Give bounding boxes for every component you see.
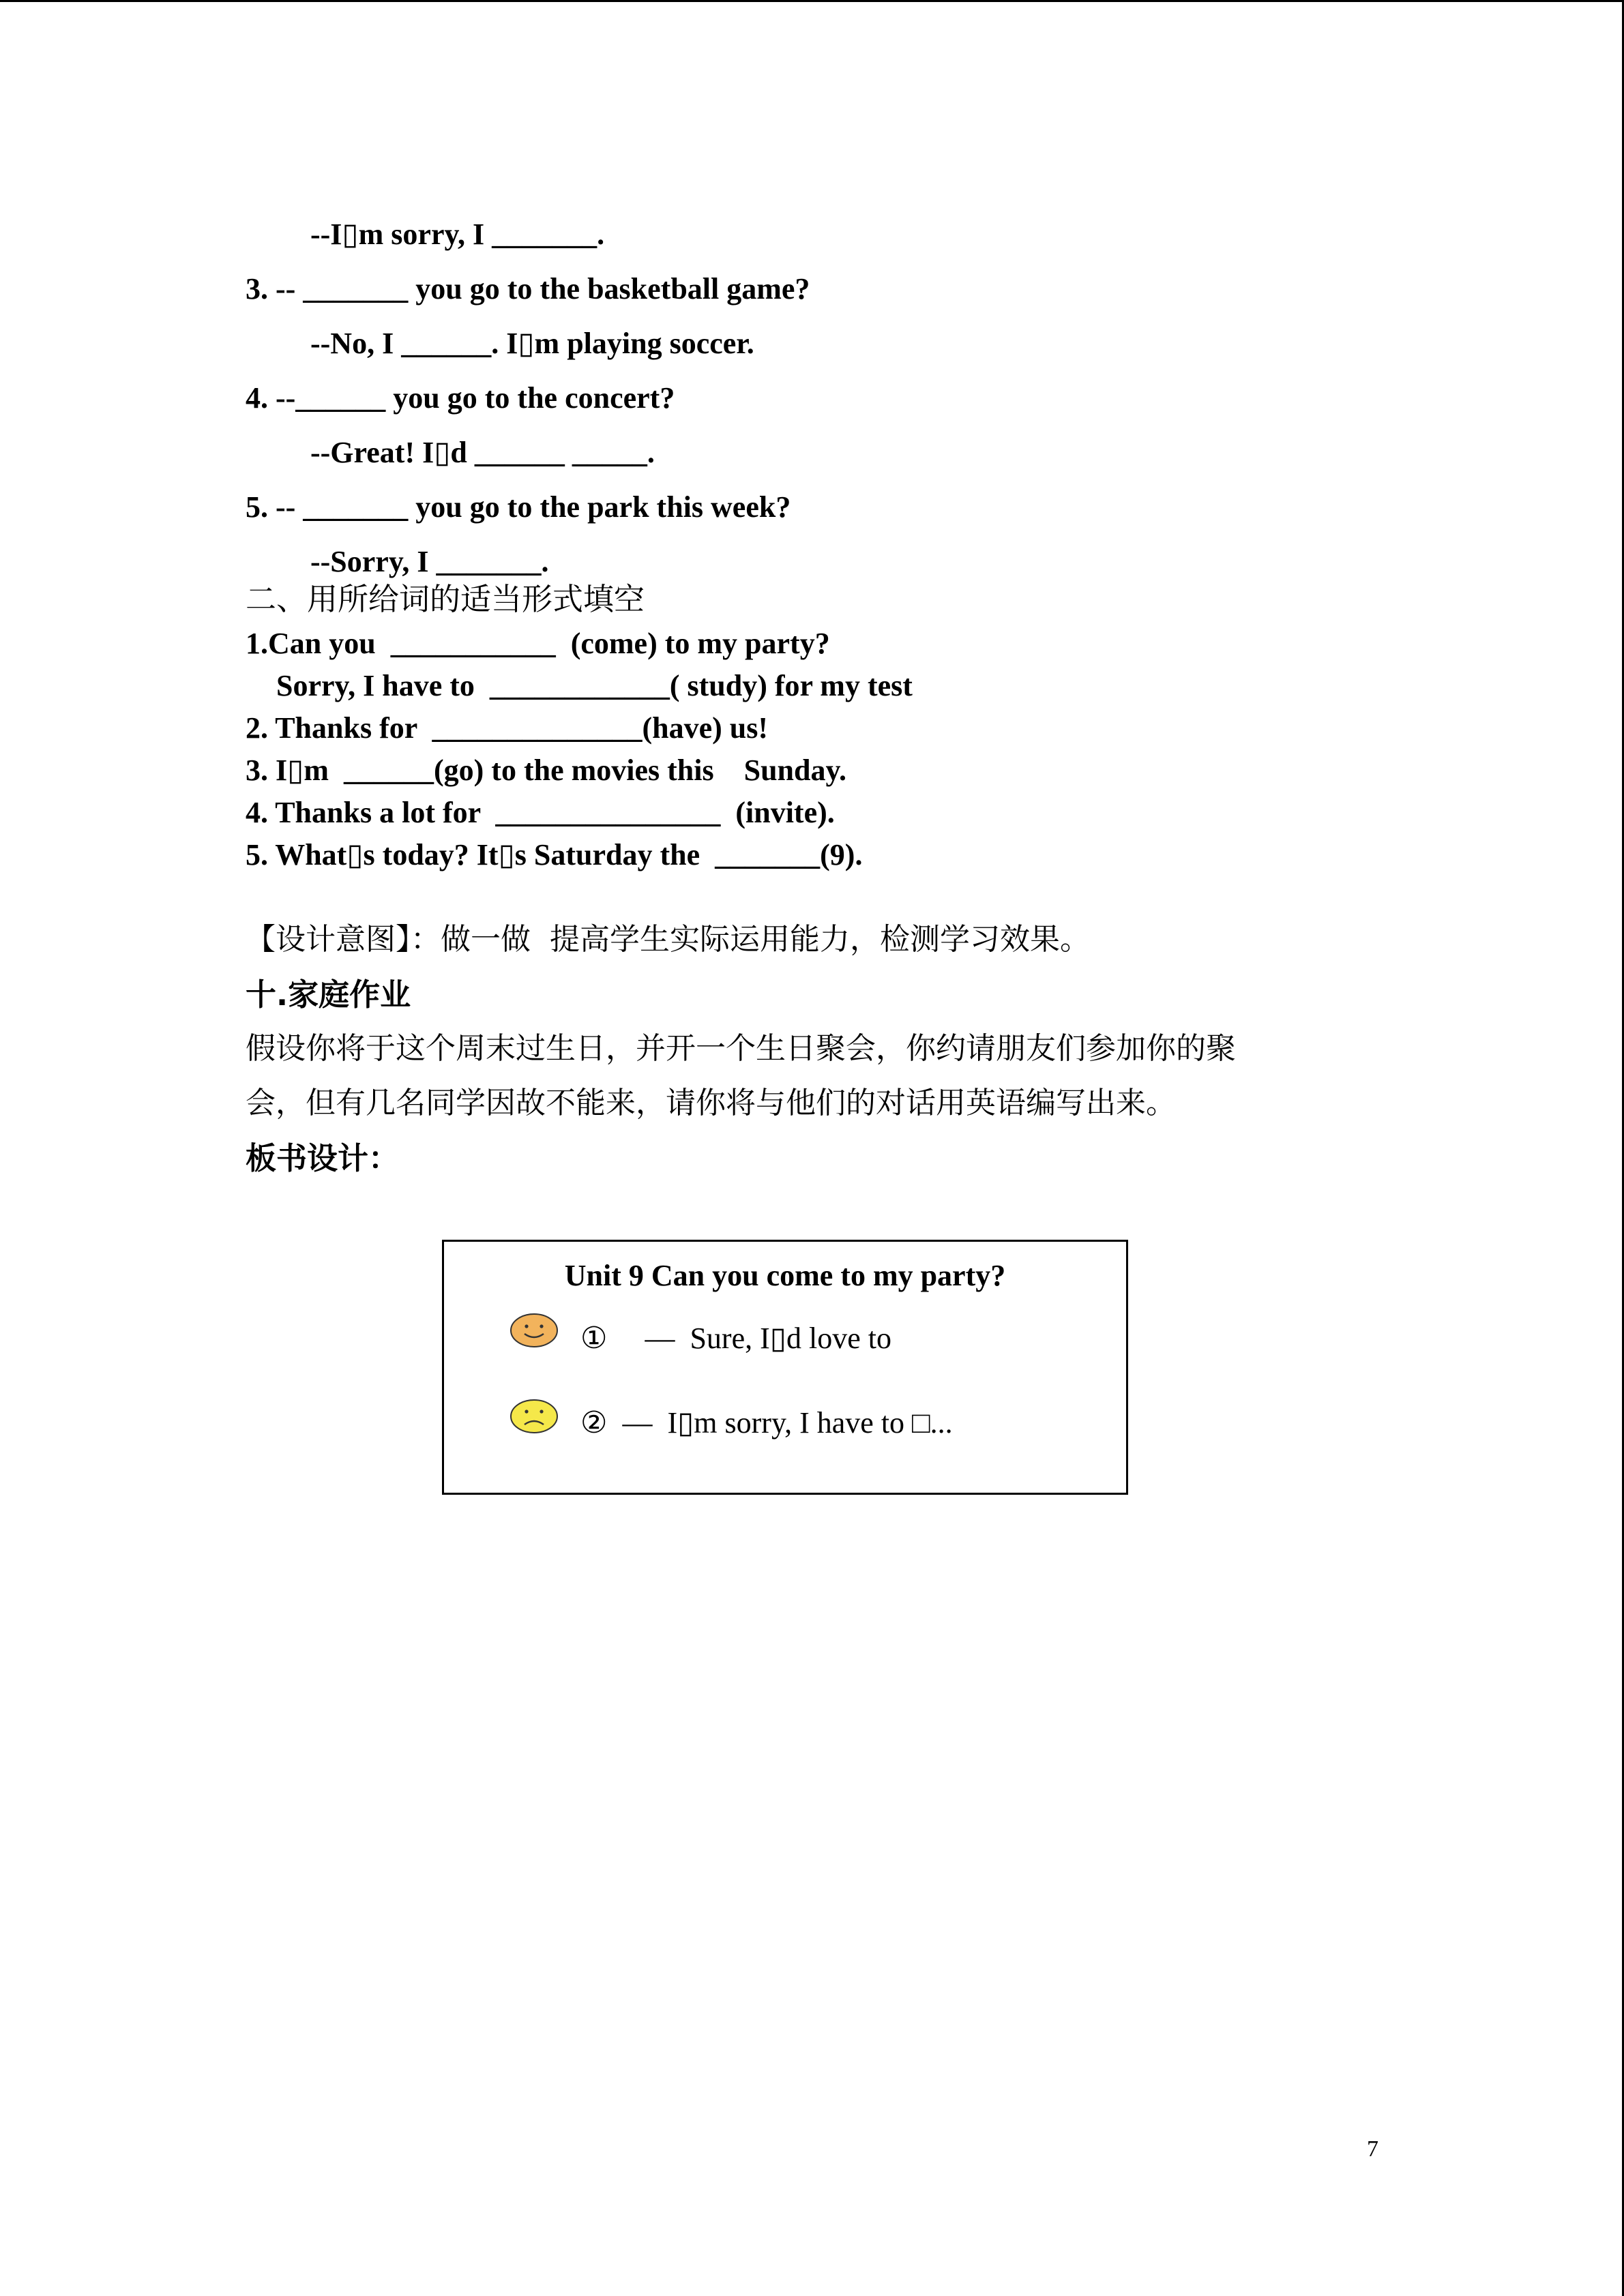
- dialogue-line-5-answer: --Sorry, I _______.: [310, 545, 549, 578]
- dialogue-line-4-question: 4. --______ you go to the concert?: [246, 381, 675, 415]
- exercise2-item-1: 1.Can you ___________ (come) to my party?: [246, 627, 830, 660]
- homework-heading: 十.家庭作业: [246, 976, 411, 1013]
- smiley-face-icon: [510, 1313, 559, 1348]
- dialogue-line-2-answer: --I▯m sorry, I _______.: [310, 218, 605, 251]
- exercise2-item-4: 4. Thanks a lot for _______________ (invite).: [246, 796, 835, 829]
- board-item-1: ① — Sure, I▯d love to: [580, 1322, 891, 1355]
- dialogue-line-4-answer: --Great! I▯d ______ _____.: [310, 436, 655, 469]
- board-title: Unit 9 Can you come to my party?: [564, 1259, 1006, 1292]
- board-design-heading: 板书设计：: [246, 1140, 400, 1176]
- page-top-border: [0, 0, 1624, 2]
- exercise2-item-3: 3. I▯m ______(go) to the movies this Sunday.: [246, 754, 847, 787]
- exercise2-item-2: 2. Thanks for ______________(have) us!: [246, 711, 769, 745]
- exercise2-heading: 二、用所给词的适当形式填空: [246, 581, 645, 617]
- dialogue-line-5-question: 5. -- _______ you go to the park this week?: [246, 490, 791, 524]
- sad-face-icon: [510, 1399, 559, 1434]
- dialogue-line-3-question: 3. -- _______ you go to the basketball game?: [246, 272, 810, 305]
- board-design-box: [442, 1240, 1128, 1495]
- exercise2-item-5: 5. What▯s today? It▯s Saturday the _______(9).: [246, 838, 863, 871]
- page-number: 7: [1367, 2136, 1378, 2162]
- design-intent: 【设计意图】：做一做 提高学生实际运用能力，检测学习效果。: [246, 922, 1090, 957]
- dialogue-line-3-answer: --No, I ______. I▯m playing soccer.: [310, 327, 754, 360]
- homework-line-2: 会，但有几名同学因故不能来，请你将与他们的对话用英语编写出来。: [246, 1086, 1176, 1120]
- exercise2-item-1b: Sorry, I have to ____________( study) for my test: [276, 669, 913, 702]
- board-item-2: ② — I▯m sorry, I have to □...: [580, 1406, 953, 1440]
- homework-line-1: 假设你将于这个周末过生日，并开一个生日聚会，你约请朋友们参加你的聚: [246, 1031, 1236, 1066]
